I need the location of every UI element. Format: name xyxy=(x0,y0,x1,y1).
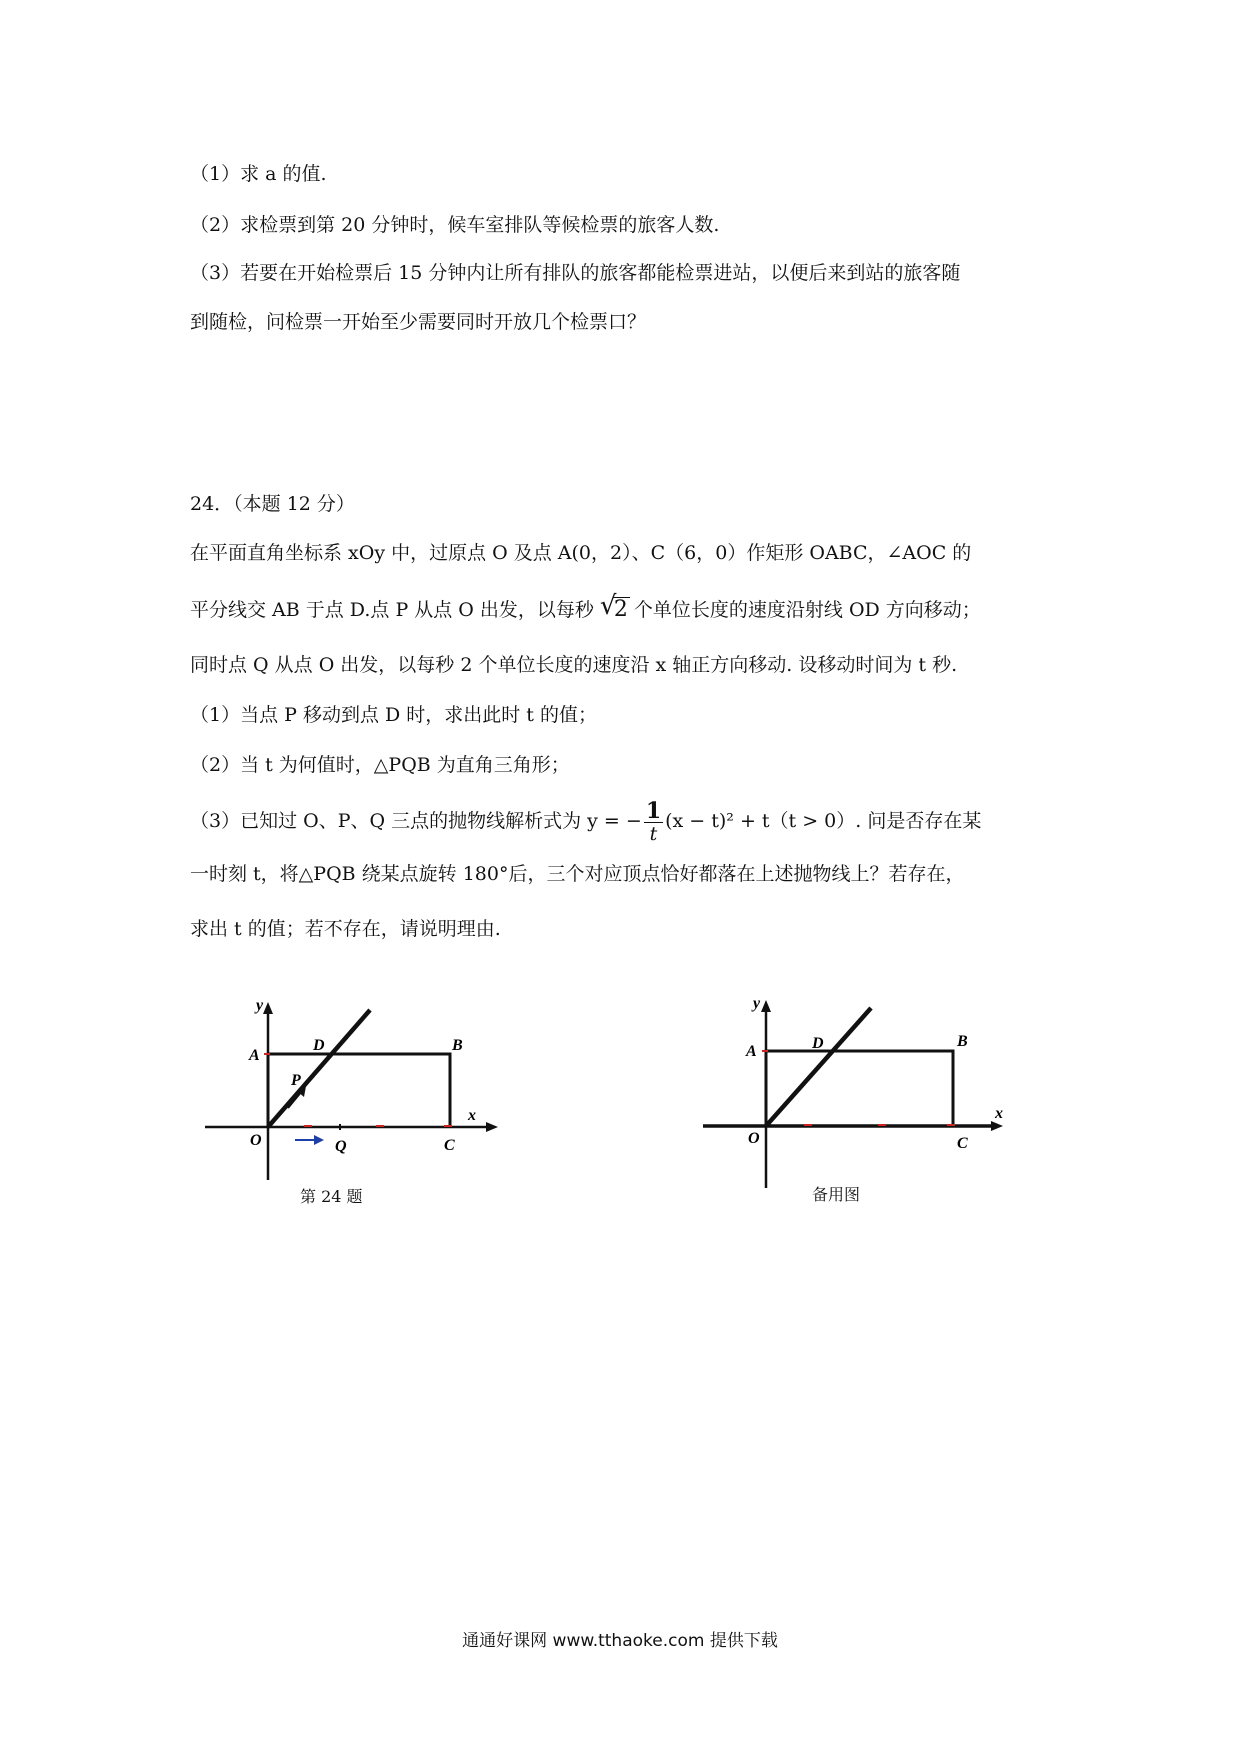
q24-part3 xyxy=(190,796,981,846)
footer: 通通好课网 www.tthaoke.com 提供下载 xyxy=(462,1631,778,1651)
q24-part3-line3: 求出 t 的值；若不存在，请说明理由. xyxy=(190,918,501,940)
prev-part3-line1: （3）若要在开始检票后 15 分钟内让所有排队的旅客都能检票进站，以便后来到站的旅客随 xyxy=(190,262,961,284)
figure-24-caption: 第 24 题 xyxy=(300,1187,363,1206)
fraction-one-over-t: $\frac{1}{t}$ xyxy=(645,797,662,845)
label-y: y xyxy=(256,997,264,1014)
q24-part3-line2: 一时刻 t，将△PQB 绕某点旋转 180°后，三个对应顶点恰好都落在上述抛物线上？若存在， xyxy=(190,863,965,885)
label-d: D xyxy=(313,1037,325,1054)
label-b: B xyxy=(452,1037,463,1054)
label-c: C xyxy=(957,1135,968,1152)
figure-24 xyxy=(200,990,520,1190)
prev-part1: （1）求 a 的值. xyxy=(190,163,327,185)
label-q: Q xyxy=(335,1138,347,1155)
label-o: O xyxy=(250,1132,262,1149)
label-b: B xyxy=(957,1033,968,1050)
q24-part3-before: （3）已知过 O、P、Q 三点的抛物线解析式为 y = − xyxy=(190,810,642,832)
prev-part3-line2: 到随检，问检票一开始至少需要同时开放几个检票口？ xyxy=(190,311,647,333)
q24-part3-after: (x − t)² + t（t > 0）. 问是否存在某 xyxy=(665,810,982,832)
q24-line2-before: 平分线交 AB 于点 D.点 P 从点 O 出发，以每秒 xyxy=(190,599,594,621)
x-axis-arrow xyxy=(486,1122,498,1132)
label-y: y xyxy=(753,995,761,1012)
label-o: O xyxy=(748,1130,760,1147)
label-x: x xyxy=(995,1105,1003,1122)
sqrt-two: √ 2 xyxy=(599,591,628,622)
rectangle-oabc xyxy=(268,1054,450,1127)
rectangle-oabc xyxy=(766,1051,953,1126)
prev-part2: （2）求检票到第 20 分钟时，候车室排队等候检票的旅客人数. xyxy=(190,214,720,236)
q24-line2-after: 个单位长度的速度沿射线 OD 方向移动； xyxy=(633,599,981,621)
q24-part2: （2）当 t 为何值时，△PQB 为直角三角形； xyxy=(190,754,570,776)
q24-line2 xyxy=(190,591,981,624)
y-axis-arrow xyxy=(761,1000,771,1012)
label-a: A xyxy=(746,1043,757,1060)
q24-line1: 在平面直角坐标系 xOy 中，过原点 O 及点 A(0，2）、C（6，0）作矩形 OABC，∠AOC 的 xyxy=(190,542,972,564)
y-axis-arrow xyxy=(263,1002,273,1014)
ray-od xyxy=(268,1010,370,1127)
label-x: x xyxy=(468,1107,476,1124)
spare-figure xyxy=(695,988,1015,1188)
q24-line3: 同时点 Q 从点 O 出发，以每秒 2 个单位长度的速度沿 x 轴正方向移动. 设移动时间为 t 秒. xyxy=(190,654,958,676)
ray-od xyxy=(766,1008,871,1126)
q24-part1: （1）当点 P 移动到点 D 时，求出此时 t 的值； xyxy=(190,704,597,726)
q24-heading: 24．（本题 12 分） xyxy=(190,493,355,515)
label-d: D xyxy=(812,1035,824,1052)
spare-figure-caption: 备用图 xyxy=(812,1185,861,1204)
label-c: C xyxy=(444,1137,455,1154)
label-p: P xyxy=(291,1072,301,1089)
label-a: A xyxy=(249,1047,260,1064)
x-axis-arrow xyxy=(991,1121,1003,1131)
